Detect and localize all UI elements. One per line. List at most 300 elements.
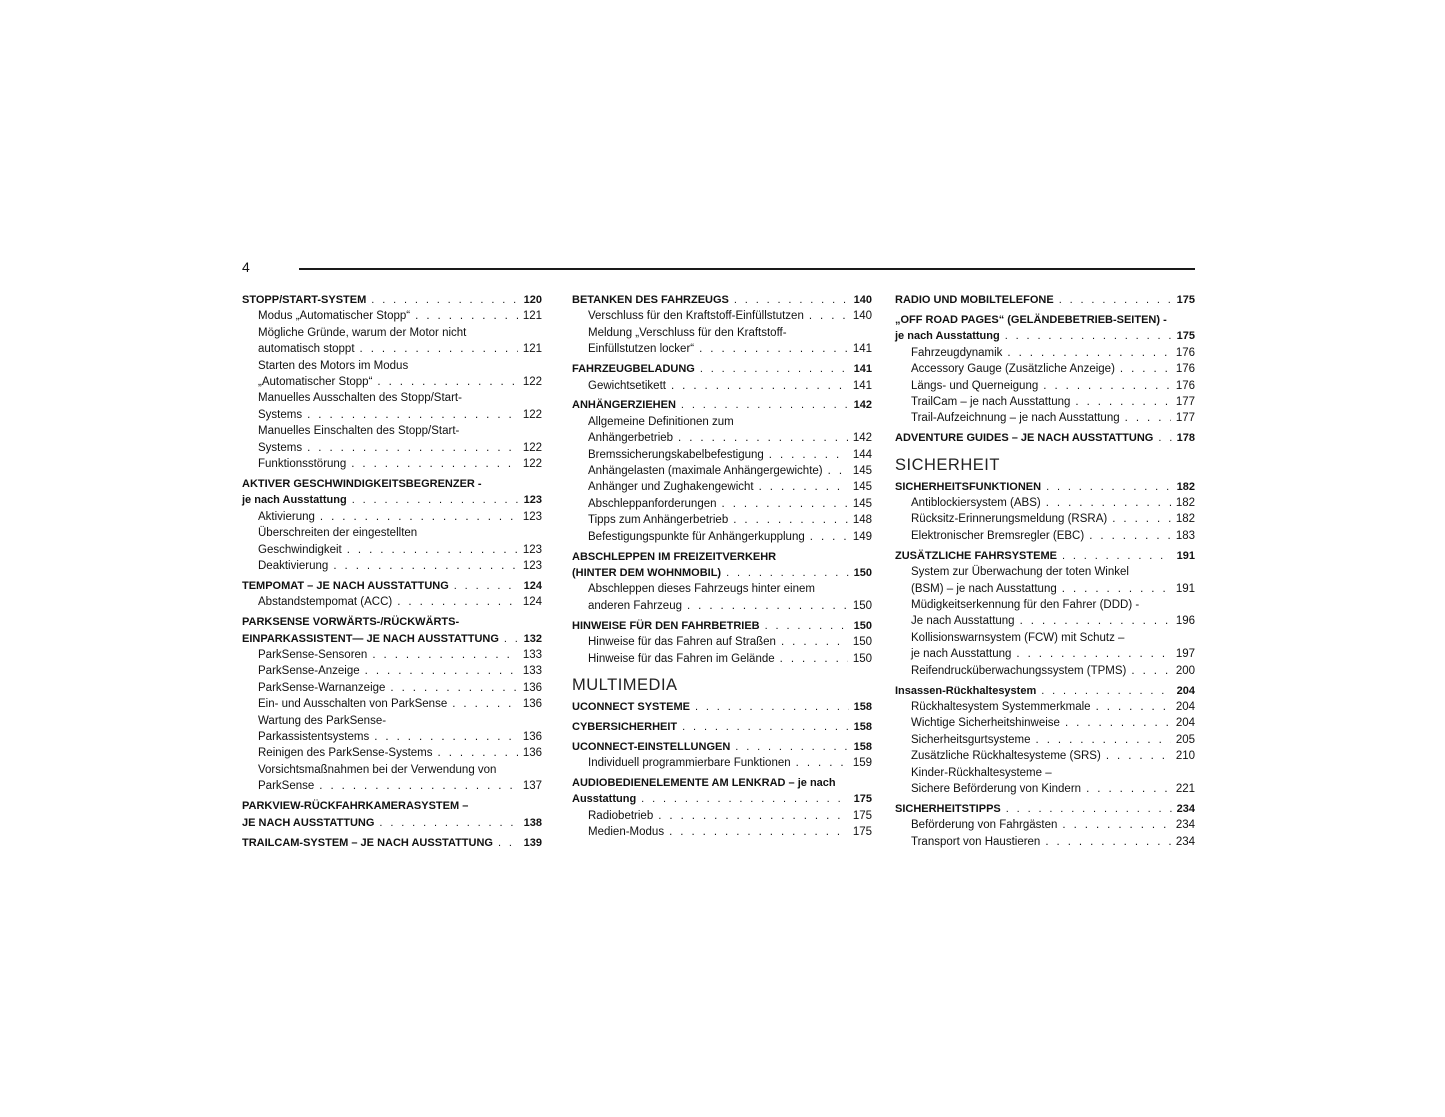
toc-subentry[interactable] [572, 824, 872, 840]
toc-subentry[interactable] [572, 755, 872, 771]
toc-subentry[interactable] [895, 361, 1195, 377]
toc-entry-title: HINWEISE FÜR DEN FAHRBETRIEB [572, 619, 760, 632]
dot-leader [307, 440, 518, 456]
dot-leader [1006, 801, 1172, 817]
toc-page-number: 133 [522, 665, 542, 678]
toc-entry-title: ParkSense-Anzeige [258, 665, 360, 678]
dot-leader [1016, 646, 1170, 662]
toc-entry [895, 548, 1195, 679]
toc-entry [895, 292, 1195, 308]
toc-heading[interactable] [572, 618, 872, 634]
toc-entry [242, 578, 542, 611]
toc-subentry[interactable] [572, 341, 872, 357]
toc-entry-title: „Automatischer Stopp“ [258, 376, 373, 389]
toc-heading[interactable] [895, 479, 1195, 495]
toc-subentry[interactable] [242, 647, 542, 663]
toc-subentry[interactable] [895, 781, 1195, 797]
toc-entry-title: Wichtige Sicherheitshinweise [911, 717, 1060, 730]
toc-page-number: 145 [852, 481, 872, 494]
toc-entry [895, 312, 1195, 427]
toc-subentry[interactable] [242, 680, 542, 696]
dot-leader [681, 397, 849, 413]
dot-leader [687, 598, 848, 614]
toc-entry [895, 430, 1195, 446]
toc-page-number: 150 [852, 599, 872, 612]
toc-entry-title: je nach Ausstattung [242, 494, 347, 507]
toc-page-number: 136 [522, 731, 542, 744]
toc-entry-title: Modus „Automatischer Stopp“ [258, 310, 411, 323]
toc-page-number: 176 [1175, 379, 1195, 392]
toc-entry-title: Zusätzliche Rückhaltesysteme (SRS) [911, 750, 1101, 763]
dot-leader [809, 308, 848, 324]
dot-leader [658, 808, 848, 824]
toc-entry-title: UCONNECT SYSTEME [572, 700, 690, 713]
toc-subentry[interactable] [572, 378, 872, 394]
toc-entry [242, 614, 542, 794]
dot-leader [377, 374, 517, 390]
toc-entry-title: Bremssicherungskabelbefestigung [588, 448, 764, 461]
toc-page-number: 140 [852, 310, 872, 323]
toc-page-number: 141 [852, 343, 872, 356]
dot-leader [319, 778, 518, 794]
toc-page-number: 142 [852, 432, 872, 445]
toc-entry-title: Transport von Haustieren [911, 835, 1041, 848]
toc-page-number: 191 [1175, 582, 1195, 595]
toc-page-number: 120 [523, 294, 542, 306]
toc-entry-title: Ausstattung [572, 793, 637, 806]
toc-subentry-line: Vorsichtsmaßnahmen bei der Verwendung von [258, 763, 497, 776]
dot-leader [379, 815, 518, 831]
toc-subentry-line: Allgemeine Definitionen zum [588, 415, 734, 428]
toc-entry-title: Medien-Modus [588, 826, 665, 839]
dot-leader [734, 292, 849, 308]
toc-page-number: 196 [1175, 615, 1195, 628]
toc-subentry[interactable] [895, 699, 1195, 715]
toc-entry-title: SICHERHEITSFUNKTIONEN [895, 480, 1042, 493]
toc-page-number: 221 [1175, 782, 1195, 795]
toc-entry-title: (HINTER DEM WOHNMOBIL) [572, 567, 722, 579]
toc-heading[interactable] [242, 835, 542, 851]
toc-heading[interactable] [572, 397, 872, 413]
toc-heading[interactable] [572, 699, 872, 715]
toc-page-number: 175 [1176, 294, 1195, 306]
dot-leader [397, 594, 518, 610]
toc-page-number: 123 [522, 510, 542, 523]
toc-entry-title: Parkassistentsystems [258, 731, 370, 744]
toc-entry [572, 618, 872, 667]
toc-page-number: 133 [522, 649, 542, 662]
dot-leader [669, 824, 848, 840]
toc-entry-title: Hinweise für das Fahren im Gelände [588, 652, 775, 665]
toc-subentry[interactable] [895, 511, 1195, 527]
toc-entry [572, 699, 872, 715]
toc-subentry[interactable] [242, 341, 542, 357]
toc-subentry[interactable] [242, 374, 542, 390]
toc-entry-title: ZUSÄTZLICHE FAHRSYSTEME [895, 549, 1057, 562]
toc-heading[interactable] [895, 328, 1195, 344]
toc-heading[interactable] [895, 292, 1195, 308]
toc-heading[interactable] [242, 631, 542, 647]
toc-entry-title: Deaktivierung [258, 560, 329, 572]
dot-leader [1007, 345, 1170, 361]
dot-leader [320, 509, 518, 525]
toc-entry [572, 775, 872, 841]
toc-entry-title: Rücksitz-Erinnerungsmeldung (RSRA) [911, 513, 1108, 526]
toc-subentry[interactable] [242, 509, 542, 525]
toc-entry-title: Abstandstempomat (ACC) [258, 596, 393, 609]
toc-heading[interactable] [572, 292, 872, 308]
toc-subentry[interactable] [242, 663, 542, 679]
toc-subentry[interactable] [895, 646, 1195, 662]
toc-page-number: 149 [852, 530, 872, 543]
toc-heading[interactable] [242, 292, 542, 308]
dot-leader [1131, 663, 1170, 679]
dot-leader [726, 565, 849, 581]
toc-page-number: 136 [522, 681, 542, 694]
toc-page-number: 122 [522, 458, 542, 471]
toc-page-number: 158 [853, 720, 872, 733]
dot-leader [1041, 683, 1171, 699]
toc-entry [242, 292, 542, 472]
toc-subentry[interactable] [895, 410, 1195, 426]
dot-leader [1106, 748, 1171, 764]
dot-leader [374, 729, 518, 745]
toc-subentry-line: Kinder-Rückhaltesysteme – [911, 766, 1052, 779]
toc-column-2 [572, 292, 872, 844]
toc-entry-title: Tipps zum Anhängerbetrieb [588, 514, 729, 527]
dot-leader [765, 618, 849, 634]
dot-leader [828, 463, 848, 479]
dot-leader [733, 512, 848, 528]
toc-page-number: 145 [852, 465, 872, 478]
dot-leader [1158, 430, 1171, 446]
toc-subentry[interactable] [895, 748, 1195, 764]
toc-page-number: 123 [523, 494, 542, 507]
toc-entry-title: RADIO UND MOBILTELEFONE [895, 294, 1054, 306]
dot-leader [769, 447, 848, 463]
toc-subentry[interactable] [242, 778, 542, 794]
toc-entry-title: SICHERHEITSTIPPS [895, 802, 1001, 815]
page-number: 4 [242, 259, 250, 275]
dot-leader [682, 719, 849, 735]
toc-entry-title: Geschwindigkeit [258, 543, 342, 556]
toc-subentry[interactable] [572, 634, 872, 650]
dot-leader [722, 496, 848, 512]
toc-heading-line: AKTIVER GESCHWINDIGKEITSBEGRENZER - [242, 477, 482, 490]
toc-page-number: 210 [1175, 750, 1195, 763]
toc-entry-title: TEMPOMAT – JE NACH AUSSTATTUNG [242, 579, 449, 592]
toc-entry-title: Insassen-Rückhaltesystem [895, 684, 1037, 697]
toc-entry-title: je nach Ausstattung [911, 648, 1012, 661]
dot-leader [810, 529, 848, 545]
toc-entry-title: Hinweise für das Fahren auf Straßen [588, 636, 776, 649]
toc-entry-title: Gewichtsetikett [588, 379, 666, 392]
dot-leader [333, 558, 517, 574]
toc-entry [572, 397, 872, 545]
toc-subentry[interactable] [242, 558, 542, 574]
dot-leader [452, 696, 518, 712]
toc-entry-title: Anhänger und Zughakengewicht [588, 481, 754, 494]
toc-page-number: 234 [1176, 802, 1195, 815]
toc-page-number: 142 [853, 399, 872, 412]
toc-heading[interactable] [572, 739, 872, 755]
toc-entry-title: ParkSense-Warnanzeige [258, 681, 386, 694]
toc-heading[interactable] [895, 430, 1195, 446]
toc-subentry[interactable] [572, 529, 872, 545]
toc-entry-title: CYBERSICHERHEIT [572, 720, 678, 733]
toc-page-number: 234 [1175, 835, 1195, 848]
dot-leader [671, 378, 848, 394]
toc-entry [895, 683, 1195, 798]
toc-page-number: 183 [1175, 529, 1195, 542]
toc-entry [572, 719, 872, 735]
toc-page-number: 150 [852, 652, 872, 665]
toc-heading[interactable] [242, 815, 542, 831]
toc-page-number: 177 [1175, 412, 1195, 425]
dot-leader [1062, 817, 1170, 833]
toc-page-number: 158 [853, 700, 872, 713]
toc-entry-title: Abschleppanforderungen [588, 497, 717, 510]
toc-heading-line: ABSCHLEPPEN IM FREIZEITVERKEHR [572, 550, 777, 563]
toc-page-number: 175 [1176, 330, 1195, 343]
toc-subentry[interactable] [895, 715, 1195, 731]
toc-page-number: 123 [522, 560, 542, 572]
toc-subentry-line: Meldung „Verschluss für den Kraftstoff- [588, 326, 787, 339]
toc-subentry[interactable] [572, 463, 872, 479]
toc-page-number: 175 [852, 826, 872, 839]
toc-page-number: 141 [852, 379, 872, 392]
toc-page-number: 182 [1175, 513, 1195, 526]
toc-page-number: 137 [522, 780, 542, 793]
toc-heading[interactable] [895, 548, 1195, 564]
toc-entry-title: UCONNECT-EINSTELLUNGEN [572, 740, 731, 753]
toc-page-number: 175 [852, 809, 872, 822]
dot-leader [347, 542, 518, 558]
toc-heading[interactable] [895, 683, 1195, 699]
toc-subentry[interactable] [572, 512, 872, 528]
toc-entry-title: Je nach Ausstattung [911, 615, 1015, 628]
toc-entry-title: FAHRZEUGBELADUNG [572, 363, 695, 376]
toc-page-number: 204 [1175, 717, 1195, 730]
toc-page-number: 204 [1176, 684, 1195, 697]
toc-page-number: 200 [1175, 664, 1195, 677]
toc-subentry-line: Müdigkeitserkennung für den Fahrer (DDD) - [911, 599, 1140, 611]
dot-leader [415, 308, 518, 324]
toc-subentry[interactable] [572, 308, 872, 324]
dot-leader [1059, 292, 1172, 308]
toc-subentry[interactable] [242, 729, 542, 745]
dot-leader [781, 634, 848, 650]
dot-leader [1020, 613, 1171, 629]
toc-subentry-line: Manuelles Einschalten des Stopp/Start- [258, 425, 460, 438]
dot-leader [351, 456, 518, 472]
toc-subentry[interactable] [895, 613, 1195, 629]
toc-entry [572, 361, 872, 394]
toc-subentry[interactable] [572, 479, 872, 495]
toc-entry-title: ParkSense-Sensoren [258, 649, 368, 662]
toc-subentry[interactable] [572, 447, 872, 463]
toc-entry-title: Funktionsstörung [258, 458, 347, 471]
toc-entry [572, 549, 872, 615]
toc-subentry[interactable] [895, 495, 1195, 511]
toc-entry [242, 476, 542, 574]
toc-subentry[interactable] [895, 834, 1195, 850]
dot-leader [365, 663, 518, 679]
toc-entry-title: Sicherheitsgurtsysteme [911, 733, 1031, 746]
toc-entry-title: Reinigen des ParkSense-Systems [258, 747, 433, 760]
dot-leader [1045, 834, 1170, 850]
toc-page-number: 176 [1175, 346, 1195, 359]
toc-subentry[interactable] [895, 732, 1195, 748]
toc-subentry[interactable] [242, 407, 542, 423]
toc-subentry[interactable] [572, 430, 872, 446]
toc-subentry[interactable] [242, 594, 542, 610]
toc-entry-title: Beförderung von Fahrgästen [911, 819, 1058, 832]
toc-entry-title: Verschluss für den Kraftstoff-Einfüllstutzen [588, 310, 804, 323]
toc-subentry[interactable] [572, 651, 872, 667]
toc-subentry[interactable] [895, 394, 1195, 410]
toc-subentry[interactable] [895, 817, 1195, 833]
toc-page-number: 122 [522, 408, 542, 421]
toc-entry [895, 801, 1195, 850]
toc-entry-title: Systems [258, 408, 303, 421]
dot-leader [1005, 328, 1172, 344]
toc-subentry[interactable] [895, 528, 1195, 544]
toc-entry-title: TRAILCAM-SYSTEM – JE NACH AUSSTATTUNG [242, 836, 493, 849]
toc-subentry[interactable] [242, 308, 542, 324]
toc-entry [572, 739, 872, 772]
dot-leader [1065, 715, 1171, 731]
toc-page-number: 159 [852, 757, 872, 770]
toc-subentry[interactable] [242, 696, 542, 712]
toc-subentry[interactable] [242, 440, 542, 456]
dot-leader [759, 479, 848, 495]
toc-subentry[interactable] [242, 542, 542, 558]
dot-leader [1086, 781, 1171, 797]
toc-subentry[interactable] [242, 456, 542, 472]
toc-page-number: 145 [852, 497, 872, 510]
toc-page-number: 124 [523, 579, 542, 592]
toc-entry-title: Einfüllstutzen locker“ [588, 343, 695, 356]
toc-subentry-line: Manuelles Ausschalten des Stopp/Start- [258, 392, 462, 405]
header-rule [299, 268, 1195, 270]
toc-page-number: 144 [852, 448, 872, 461]
toc-subentry-line: Überschreiten der eingestellten [258, 527, 418, 540]
dot-leader [360, 341, 518, 357]
dot-leader [1062, 548, 1172, 564]
toc-heading[interactable] [572, 791, 872, 807]
toc-page-number: 150 [852, 636, 872, 649]
toc-entry [895, 479, 1195, 545]
dot-leader [390, 680, 517, 696]
toc-heading-line: „OFF ROAD PAGES“ (GELÄNDEBETRIEB-SEITEN) - [895, 313, 1167, 326]
toc-page-number: 136 [522, 747, 542, 760]
dot-leader [371, 292, 518, 308]
toc-heading[interactable] [242, 492, 542, 508]
toc-heading[interactable] [572, 565, 872, 581]
dot-leader [735, 739, 848, 755]
toc-heading[interactable] [895, 801, 1195, 817]
toc-subentry[interactable] [572, 496, 872, 512]
toc-page-number: 182 [1176, 480, 1195, 493]
toc-page-number: 197 [1175, 648, 1195, 661]
toc-page-number: 140 [853, 294, 872, 306]
toc-page-number: 158 [853, 740, 872, 753]
toc-subentry-line: Abschleppen dieses Fahrzeugs hinter einem [588, 583, 815, 596]
toc-page-number: 122 [522, 441, 542, 454]
toc-subentry[interactable] [572, 598, 872, 614]
toc-subentry-line: Starten des Motors im Modus [258, 359, 409, 372]
toc-heading[interactable] [242, 578, 542, 594]
dot-leader [352, 492, 519, 508]
toc-entry-title: Anhängelasten (maximale Anhängergewichte) [588, 465, 823, 478]
toc-page-number: 234 [1175, 819, 1195, 832]
toc-entry-title: Längs- und Querneigung [911, 379, 1039, 392]
dot-leader [1062, 581, 1171, 597]
toc-entry-title: automatisch stoppt [258, 343, 355, 356]
toc-entry-title: Befestigungspunkte für Anhängerkupplung [588, 530, 805, 543]
dot-leader [1043, 378, 1171, 394]
toc-page-number: 205 [1175, 733, 1195, 746]
dot-leader [1112, 511, 1171, 527]
toc-heading[interactable] [572, 361, 872, 377]
toc-subentry-line: System zur Überwachung der toten Winkel [911, 566, 1129, 579]
toc-entry-title: Radiobetrieb [588, 809, 654, 822]
dot-leader [780, 651, 848, 667]
toc-entry-title: Antiblockiersystem (ABS) [911, 497, 1041, 510]
toc-entry [242, 835, 542, 851]
toc-entry-title: TrailCam – je nach Ausstattung [911, 395, 1071, 408]
toc-entry-title: Rückhaltesystem Systemmerkmale [911, 700, 1091, 713]
toc-page-number: 132 [523, 632, 542, 645]
section-title: SICHERHEIT [895, 455, 1000, 474]
toc-subentry[interactable] [895, 378, 1195, 394]
dot-leader [498, 835, 519, 851]
toc-subentry[interactable] [242, 745, 542, 761]
dot-leader [641, 791, 848, 807]
dot-leader [1096, 699, 1171, 715]
toc-page-number: 182 [1175, 497, 1195, 510]
toc-entry-title: Aktivierung [258, 510, 315, 523]
toc-subentry[interactable] [572, 808, 872, 824]
toc-entry-title: Anhängerbetrieb [588, 432, 674, 445]
toc-page-number: 177 [1175, 395, 1195, 408]
dot-leader [1046, 479, 1172, 495]
toc-entry-title: je nach Ausstattung [895, 330, 1000, 343]
toc-subentry[interactable] [895, 663, 1195, 679]
toc-entry-title: ParkSense [258, 780, 315, 793]
toc-page-number: 122 [522, 376, 542, 389]
dot-leader [1089, 528, 1171, 544]
dot-leader [1046, 495, 1171, 511]
dot-leader [454, 578, 519, 594]
toc-column-3 [895, 292, 1195, 854]
section-title: MULTIMEDIA [572, 675, 678, 694]
toc-heading[interactable] [572, 719, 872, 735]
toc-entry-title: Individuell programmierbare Funktionen [588, 757, 791, 770]
toc-entry [572, 292, 872, 358]
dot-leader [796, 755, 848, 771]
toc-entry-title: ANHÄNGERZIEHEN [572, 399, 676, 412]
dot-leader [1125, 410, 1171, 426]
toc-page-number: 139 [523, 836, 542, 849]
toc-subentry[interactable] [895, 345, 1195, 361]
toc-entry-title: Trail-Aufzeichnung – je nach Ausstattung [911, 412, 1120, 425]
dot-leader [307, 407, 518, 423]
toc-subentry[interactable] [895, 581, 1195, 597]
toc-page-number: 204 [1175, 700, 1195, 713]
toc-page-number: 191 [1176, 549, 1195, 562]
